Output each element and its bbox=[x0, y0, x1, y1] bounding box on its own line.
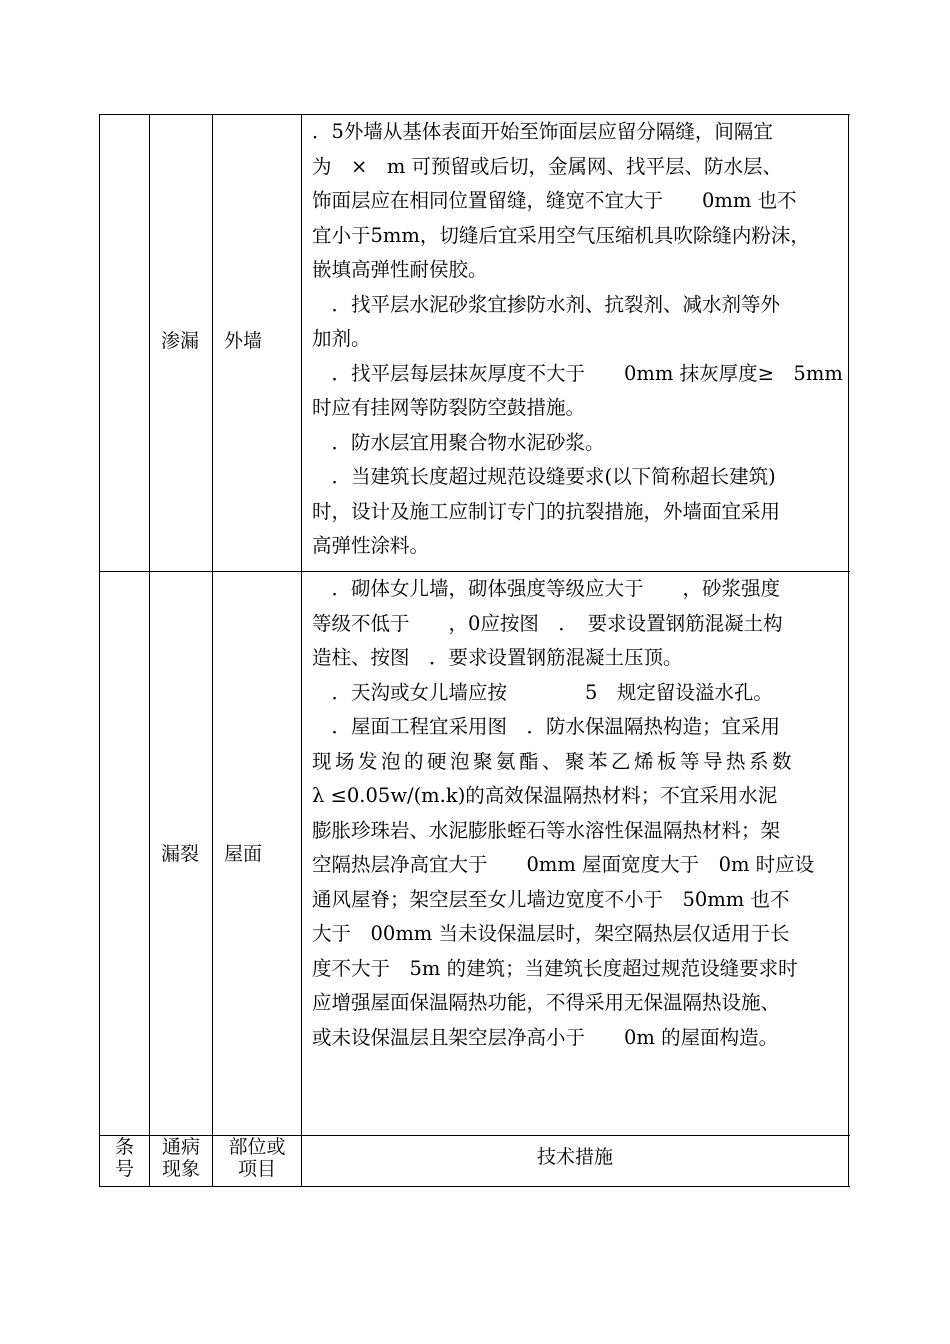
header-col-number-line2: 号 bbox=[114, 1158, 134, 1180]
table-right-border bbox=[848, 114, 849, 1187]
measure-line: 加剂。 bbox=[312, 327, 371, 350]
measure-line: 通风屋脊；架空层至女儿墙边宽度不小于 50mm 也不 bbox=[312, 887, 790, 911]
measure-line: ．防水层宜用聚合物水泥砂浆。 bbox=[312, 430, 605, 454]
header-col-phenomenon-line2: 现象 bbox=[161, 1158, 200, 1180]
measure-line: λ ≤0.05w/(m.k)的高效保温隔热材料；不宜采用水泥 bbox=[312, 784, 778, 807]
row2-phenomenon: 漏裂 bbox=[161, 843, 200, 865]
header-col-location-line2: 项目 bbox=[237, 1158, 276, 1180]
measure-line: 高弹性涂料。 bbox=[312, 534, 430, 557]
measure-line: 空隔热层净高宜大于 0mm 屋面宽度大于 0m 时应设 bbox=[312, 853, 815, 876]
col-divider-1 bbox=[149, 114, 150, 1187]
measure-line: ．5外墙从基体表面开始至饰面层应留分隔缝，间隔宜 bbox=[312, 120, 773, 143]
measure-line: 膨胀珍珠岩、水泥膨胀蛭石等水溶性保温隔热材料；架 bbox=[312, 818, 781, 842]
row1-measures bbox=[312, 115, 844, 564]
header-col-phenomenon-line1: 通病 bbox=[161, 1136, 200, 1158]
measure-line: 造柱、按图 ．要求设置钢筋混凝土压顶。 bbox=[312, 646, 683, 669]
header-col-location-line1: 部位或 bbox=[228, 1136, 286, 1158]
measure-line: 度不大于 5m 的建筑；当建筑长度超过规范设缝要求时 bbox=[312, 956, 798, 980]
header-col-phenomenon bbox=[150, 1136, 212, 1180]
measure-line: ．砌体女儿墙，砌体强度等级应大于 ，砂浆强度 bbox=[312, 577, 781, 600]
measure-line: ．找平层水泥砂浆宜掺防水剂、抗裂剂、减水剂等外 bbox=[312, 292, 781, 316]
measure-line: 饰面层应在相同位置留缝，缝宽不宜大于 0mm 也不 bbox=[312, 189, 797, 212]
measure-line: ．屋面工程宜采用图 ．防水保温隔热构造；宜采用 bbox=[312, 715, 781, 738]
measure-line: 为 × m 可预留或后切，金属网、找平层、防水层、 bbox=[312, 154, 783, 178]
col-divider-3 bbox=[301, 114, 302, 1187]
header-col-measures: 技术措施 bbox=[536, 1146, 613, 1168]
col-divider-2 bbox=[212, 114, 213, 1187]
measure-line: 大于 00mm 当未设保温层时，架空隔热层仅适用于长 bbox=[312, 922, 790, 945]
measure-line: ．当建筑长度超过规范设缝要求(以下简称超长建筑) bbox=[312, 465, 776, 488]
measure-line: 宜小于5mm，切缝后宜采用空气压缩机具吹除缝内粉沫， bbox=[312, 223, 810, 247]
measure-line: ．找平层每层抹灰厚度不大于 0mm 抹灰厚度≥ 5mm bbox=[312, 361, 843, 385]
row2-location: 屋面 bbox=[224, 843, 263, 865]
measure-line: 时应有挂网等防裂防空鼓措施。 bbox=[312, 396, 586, 419]
header-col-number-line1: 条 bbox=[114, 1136, 134, 1158]
measure-line: 现场发泡的硬泡聚氨酯、聚苯乙烯板等导热系数 bbox=[312, 749, 796, 773]
measure-line: 或未设保温层且架空层净高小于 0m 的屋面构造。 bbox=[312, 1025, 779, 1049]
measure-line: 应增强屋面保温隔热功能，不得采用无保温隔热设施、 bbox=[312, 991, 781, 1014]
header-col-location bbox=[213, 1136, 301, 1180]
measure-line: ．天沟或女儿墙应按 5 规定留设溢水孔。 bbox=[312, 680, 773, 704]
header-col-number bbox=[100, 1136, 149, 1180]
row1-location: 外墙 bbox=[224, 330, 263, 352]
measure-line: 等级不低于 ，0应按图 ． 要求设置钢筋混凝土构 bbox=[312, 611, 783, 635]
row1-phenomenon: 渗漏 bbox=[161, 330, 200, 352]
table-left-border bbox=[99, 114, 100, 1187]
measure-line: 嵌填高弹性耐侯胶。 bbox=[312, 258, 488, 281]
measure-line: 时，设计及施工应制订专门的抗裂措施，外墙面宜采用 bbox=[312, 499, 781, 523]
row2-measures bbox=[312, 572, 844, 1055]
